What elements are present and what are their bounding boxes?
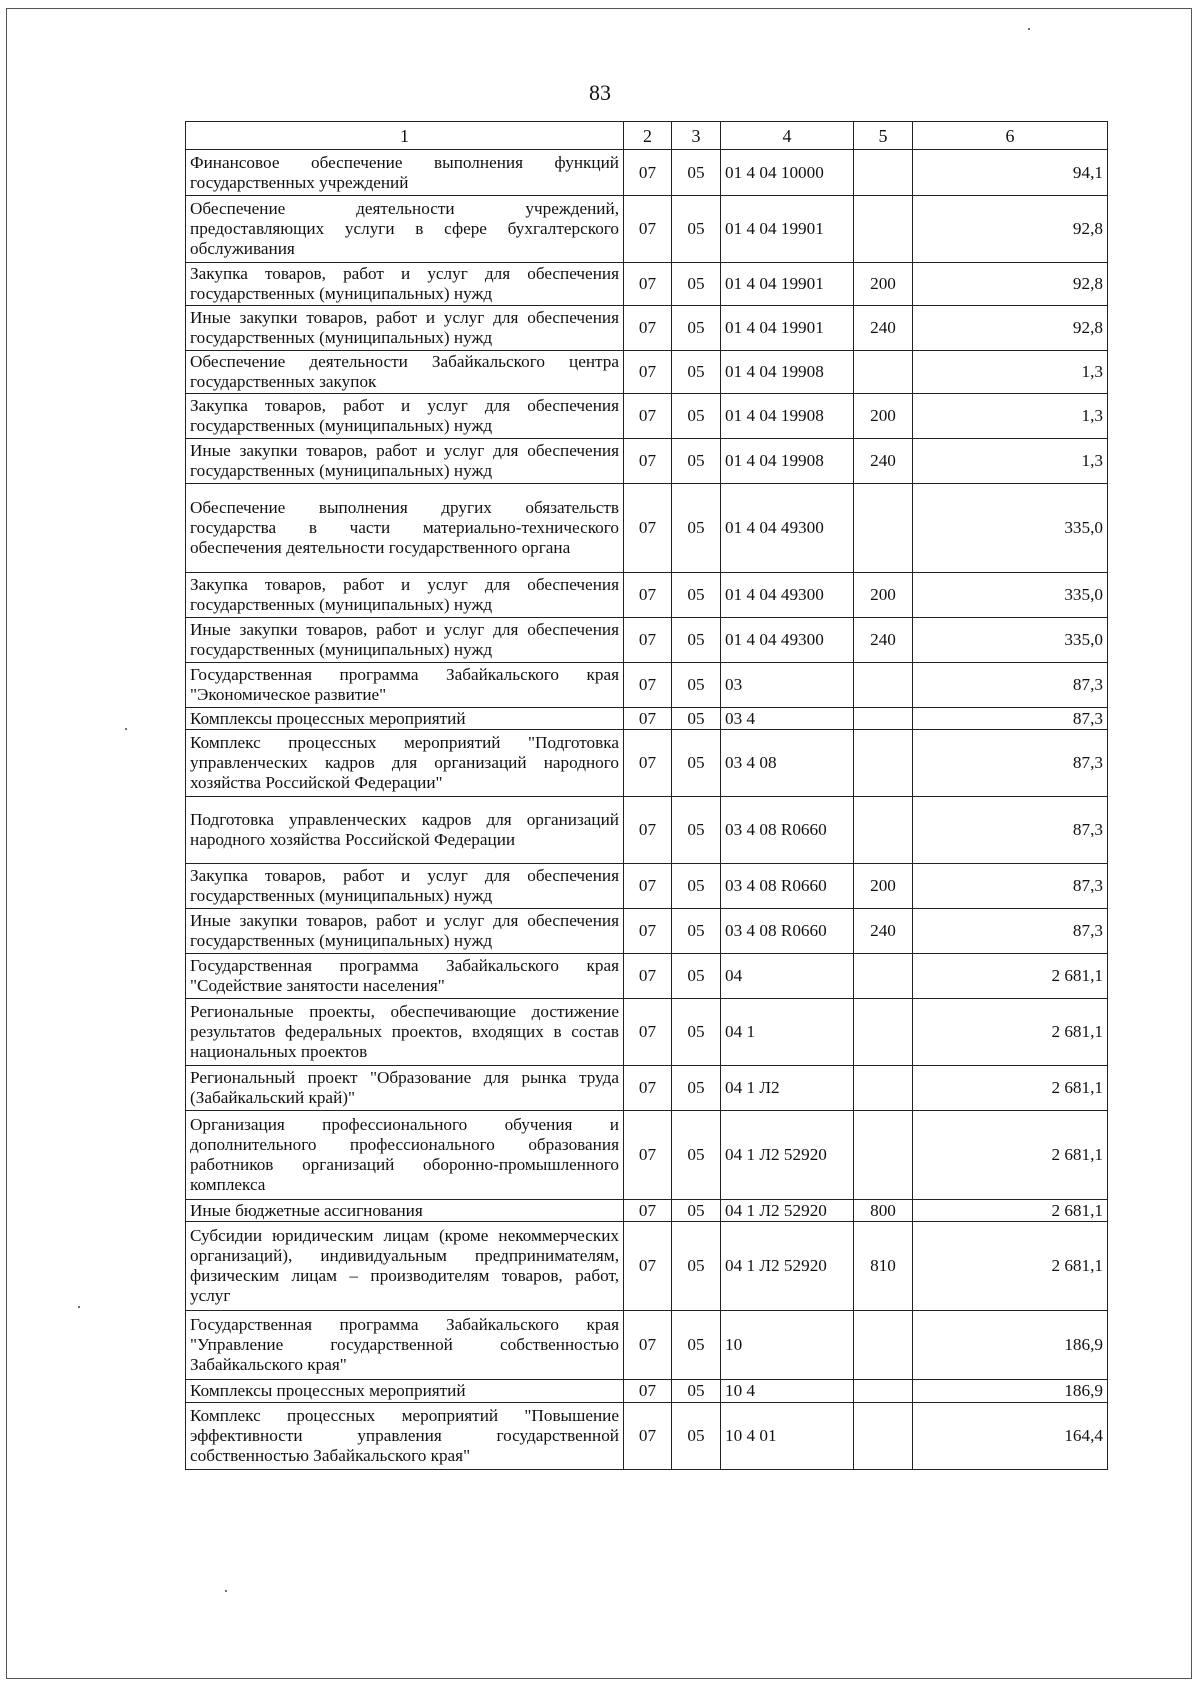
row-target-article: 04 1 Л2 52920 xyxy=(721,1222,854,1311)
row-subsection: 05 xyxy=(672,909,721,954)
row-section: 07 xyxy=(624,1111,672,1200)
row-section: 07 xyxy=(624,439,672,484)
row-name: Иные закупки товаров, работ и услуг для обеспечения государственных (муниципальных) нужд xyxy=(186,909,624,954)
col-header-3: 3 xyxy=(672,122,721,150)
row-expense-type xyxy=(854,351,913,394)
row-amount: 87,3 xyxy=(913,708,1108,730)
row-amount: 92,8 xyxy=(913,196,1108,263)
table-row xyxy=(186,394,1108,439)
row-section: 07 xyxy=(624,150,672,196)
row-target-article: 03 4 xyxy=(721,708,854,730)
row-amount: 2 681,1 xyxy=(913,954,1108,999)
row-name: Региональные проекты, обеспечивающие достижение результатов федеральных проектов, входящих в состав национальных проектов xyxy=(186,999,624,1066)
row-section: 07 xyxy=(624,954,672,999)
row-section: 07 xyxy=(624,864,672,909)
table-row xyxy=(186,797,1108,864)
row-amount: 87,3 xyxy=(913,864,1108,909)
row-subsection: 05 xyxy=(672,439,721,484)
row-target-article: 10 xyxy=(721,1311,854,1380)
row-expense-type xyxy=(854,730,913,797)
row-target-article: 01 4 04 19908 xyxy=(721,351,854,394)
table-row xyxy=(186,909,1108,954)
row-subsection: 05 xyxy=(672,864,721,909)
header-row xyxy=(186,122,1108,150)
row-section: 07 xyxy=(624,1380,672,1403)
row-name: Государственная программа Забайкальского края "Экономическое развитие" xyxy=(186,663,624,708)
row-subsection: 05 xyxy=(672,306,721,351)
row-subsection: 05 xyxy=(672,263,721,306)
table-row xyxy=(186,663,1108,708)
row-section: 07 xyxy=(624,797,672,864)
row-expense-type: 800 xyxy=(854,1200,913,1222)
table-row xyxy=(186,618,1108,663)
row-name: Государственная программа Забайкальского края "Управление государственной собственностью Забайкальского края" xyxy=(186,1311,624,1380)
row-name: Региональный проект "Образование для рынка труда (Забайкальский край)" xyxy=(186,1066,624,1111)
row-amount: 1,3 xyxy=(913,439,1108,484)
row-amount: 92,8 xyxy=(913,263,1108,306)
row-name: Иные бюджетные ассигнования xyxy=(186,1200,624,1222)
table-row xyxy=(186,1066,1108,1111)
row-target-article: 01 4 04 19908 xyxy=(721,439,854,484)
row-amount: 94,1 xyxy=(913,150,1108,196)
row-amount: 2 681,1 xyxy=(913,1111,1108,1200)
row-section: 07 xyxy=(624,999,672,1066)
row-subsection: 05 xyxy=(672,1111,721,1200)
row-subsection: 05 xyxy=(672,1222,721,1311)
row-amount: 186,9 xyxy=(913,1311,1108,1380)
row-section: 07 xyxy=(624,1403,672,1470)
row-name: Комплексы процессных мероприятий xyxy=(186,708,624,730)
table-row xyxy=(186,306,1108,351)
table-row xyxy=(186,730,1108,797)
row-amount: 2 681,1 xyxy=(913,1066,1108,1111)
row-section: 07 xyxy=(624,1222,672,1311)
scan-speck xyxy=(1028,28,1030,30)
row-target-article: 10 4 xyxy=(721,1380,854,1403)
row-expense-type xyxy=(854,196,913,263)
row-target-article: 03 4 08 R0660 xyxy=(721,797,854,864)
row-amount: 335,0 xyxy=(913,573,1108,618)
row-expense-type: 240 xyxy=(854,618,913,663)
row-section: 07 xyxy=(624,708,672,730)
row-amount: 87,3 xyxy=(913,909,1108,954)
row-expense-type: 200 xyxy=(854,864,913,909)
table-row xyxy=(186,708,1108,730)
row-subsection: 05 xyxy=(672,954,721,999)
row-section: 07 xyxy=(624,573,672,618)
row-section: 07 xyxy=(624,1311,672,1380)
row-expense-type: 240 xyxy=(854,306,913,351)
row-amount: 2 681,1 xyxy=(913,1200,1108,1222)
row-subsection: 05 xyxy=(672,196,721,263)
row-amount: 2 681,1 xyxy=(913,1222,1108,1311)
row-target-article: 04 xyxy=(721,954,854,999)
row-target-article: 01 4 04 19901 xyxy=(721,263,854,306)
row-section: 07 xyxy=(624,1200,672,1222)
row-amount: 186,9 xyxy=(913,1380,1108,1403)
table-row xyxy=(186,573,1108,618)
row-subsection: 05 xyxy=(672,999,721,1066)
row-expense-type xyxy=(854,1403,913,1470)
row-amount: 1,3 xyxy=(913,351,1108,394)
row-subsection: 05 xyxy=(672,1380,721,1403)
row-section: 07 xyxy=(624,618,672,663)
table-row xyxy=(186,999,1108,1066)
row-target-article: 01 4 04 19908 xyxy=(721,394,854,439)
row-section: 07 xyxy=(624,306,672,351)
row-expense-type xyxy=(854,954,913,999)
row-name: Иные закупки товаров, работ и услуг для обеспечения государственных (муниципальных) нужд xyxy=(186,618,624,663)
row-expense-type: 810 xyxy=(854,1222,913,1311)
row-subsection: 05 xyxy=(672,1311,721,1380)
row-expense-type xyxy=(854,1380,913,1403)
row-expense-type xyxy=(854,797,913,864)
table-row xyxy=(186,484,1108,573)
row-expense-type xyxy=(854,1311,913,1380)
row-subsection: 05 xyxy=(672,394,721,439)
table-row xyxy=(186,864,1108,909)
row-subsection: 05 xyxy=(672,351,721,394)
row-target-article: 10 4 01 xyxy=(721,1403,854,1470)
row-section: 07 xyxy=(624,196,672,263)
row-expense-type xyxy=(854,150,913,196)
table-row xyxy=(186,439,1108,484)
row-expense-type: 200 xyxy=(854,573,913,618)
row-section: 07 xyxy=(624,1066,672,1111)
row-amount: 335,0 xyxy=(913,484,1108,573)
table-row xyxy=(186,1200,1108,1222)
row-name: Обеспечение деятельности Забайкальского центра государственных закупок xyxy=(186,351,624,394)
row-name: Государственная программа Забайкальского края "Содействие занятости населения" xyxy=(186,954,624,999)
row-target-article: 04 1 Л2 52920 xyxy=(721,1200,854,1222)
table-row xyxy=(186,1222,1108,1311)
page-number: 83 xyxy=(589,80,611,105)
row-name: Комплексы процессных мероприятий xyxy=(186,1380,624,1403)
row-amount: 164,4 xyxy=(913,1403,1108,1470)
row-name: Финансовое обеспечение выполнения функций государственных учреждений xyxy=(186,150,624,196)
col-header-2: 2 xyxy=(624,122,672,150)
row-target-article: 03 4 08 xyxy=(721,730,854,797)
scan-speck xyxy=(78,1306,80,1308)
row-name: Комплекс процессных мероприятий "Повышение эффективности управления государственной собственностью Забайкальского края" xyxy=(186,1403,624,1470)
row-target-article: 01 4 04 49300 xyxy=(721,618,854,663)
row-name: Закупка товаров, работ и услуг для обеспечения государственных (муниципальных) нужд xyxy=(186,263,624,306)
row-target-article: 03 4 08 R0660 xyxy=(721,864,854,909)
row-name: Обеспечение выполнения других обязательств государства в части материально-технического обеспечения деятельности государственного органа xyxy=(186,484,624,573)
row-name: Подготовка управленческих кадров для организаций народного хозяйства Российской Федерации xyxy=(186,797,624,864)
row-name: Закупка товаров, работ и услуг для обеспечения государственных (муниципальных) нужд xyxy=(186,864,624,909)
row-expense-type xyxy=(854,484,913,573)
row-amount: 335,0 xyxy=(913,618,1108,663)
row-expense-type: 240 xyxy=(854,909,913,954)
table-row xyxy=(186,1111,1108,1200)
table-row xyxy=(186,263,1108,306)
row-subsection: 05 xyxy=(672,573,721,618)
col-header-5: 5 xyxy=(854,122,913,150)
row-name: Закупка товаров, работ и услуг для обеспечения государственных (муниципальных) нужд xyxy=(186,394,624,439)
row-name: Иные закупки товаров, работ и услуг для обеспечения государственных (муниципальных) нужд xyxy=(186,439,624,484)
row-name: Комплекс процессных мероприятий "Подготовка управленческих кадров для организаций народного хозяйства Российской Федерации" xyxy=(186,730,624,797)
row-expense-type xyxy=(854,1111,913,1200)
row-subsection: 05 xyxy=(672,484,721,573)
row-amount: 87,3 xyxy=(913,730,1108,797)
row-target-article: 03 xyxy=(721,663,854,708)
row-subsection: 05 xyxy=(672,663,721,708)
row-target-article: 03 4 08 R0660 xyxy=(721,909,854,954)
row-target-article: 01 4 04 10000 xyxy=(721,150,854,196)
budget-table xyxy=(185,121,1108,1470)
table-row xyxy=(186,1311,1108,1380)
row-section: 07 xyxy=(624,730,672,797)
row-name: Закупка товаров, работ и услуг для обеспечения государственных (муниципальных) нужд xyxy=(186,573,624,618)
row-amount: 87,3 xyxy=(913,663,1108,708)
row-target-article: 01 4 04 19901 xyxy=(721,196,854,263)
row-expense-type xyxy=(854,1066,913,1111)
row-section: 07 xyxy=(624,394,672,439)
row-amount: 87,3 xyxy=(913,797,1108,864)
row-subsection: 05 xyxy=(672,730,721,797)
table-row xyxy=(186,1380,1108,1403)
row-name: Иные закупки товаров, работ и услуг для обеспечения государственных (муниципальных) нужд xyxy=(186,306,624,351)
row-expense-type xyxy=(854,999,913,1066)
table-row xyxy=(186,954,1108,999)
scan-speck xyxy=(225,1590,227,1592)
row-name: Обеспечение деятельности учреждений, предоставляющих услуги в сфере бухгалтерского обслуживания xyxy=(186,196,624,263)
row-expense-type: 240 xyxy=(854,439,913,484)
row-name: Субсидии юридическим лицам (кроме некоммерческих организаций), индивидуальным предпринимателям, физическим лицам – производителям товаров, работ, услуг xyxy=(186,1222,624,1311)
row-amount: 92,8 xyxy=(913,306,1108,351)
row-target-article: 04 1 Л2 52920 xyxy=(721,1111,854,1200)
row-expense-type: 200 xyxy=(854,263,913,306)
row-section: 07 xyxy=(624,263,672,306)
row-target-article: 01 4 04 49300 xyxy=(721,573,854,618)
col-header-6: 6 xyxy=(913,122,1108,150)
row-subsection: 05 xyxy=(672,797,721,864)
row-target-article: 04 1 xyxy=(721,999,854,1066)
row-subsection: 05 xyxy=(672,1403,721,1470)
row-subsection: 05 xyxy=(672,618,721,663)
table-row xyxy=(186,1403,1108,1470)
row-amount: 1,3 xyxy=(913,394,1108,439)
row-subsection: 05 xyxy=(672,1200,721,1222)
row-name: Организация профессионального обучения и дополнительного профессионального образования работников организаций оборонно-промышленного комплекса xyxy=(186,1111,624,1200)
row-subsection: 05 xyxy=(672,150,721,196)
col-header-4: 4 xyxy=(721,122,854,150)
row-section: 07 xyxy=(624,484,672,573)
row-section: 07 xyxy=(624,909,672,954)
row-expense-type xyxy=(854,708,913,730)
row-expense-type: 200 xyxy=(854,394,913,439)
col-header-1: 1 xyxy=(186,122,624,150)
row-target-article: 04 1 Л2 xyxy=(721,1066,854,1111)
row-amount: 2 681,1 xyxy=(913,999,1108,1066)
scan-speck xyxy=(125,728,127,730)
row-subsection: 05 xyxy=(672,708,721,730)
row-section: 07 xyxy=(624,663,672,708)
row-subsection: 05 xyxy=(672,1066,721,1111)
row-target-article: 01 4 04 19901 xyxy=(721,306,854,351)
table-row xyxy=(186,351,1108,394)
row-target-article: 01 4 04 49300 xyxy=(721,484,854,573)
table-row xyxy=(186,150,1108,196)
table-row xyxy=(186,196,1108,263)
row-section: 07 xyxy=(624,351,672,394)
row-expense-type xyxy=(854,663,913,708)
